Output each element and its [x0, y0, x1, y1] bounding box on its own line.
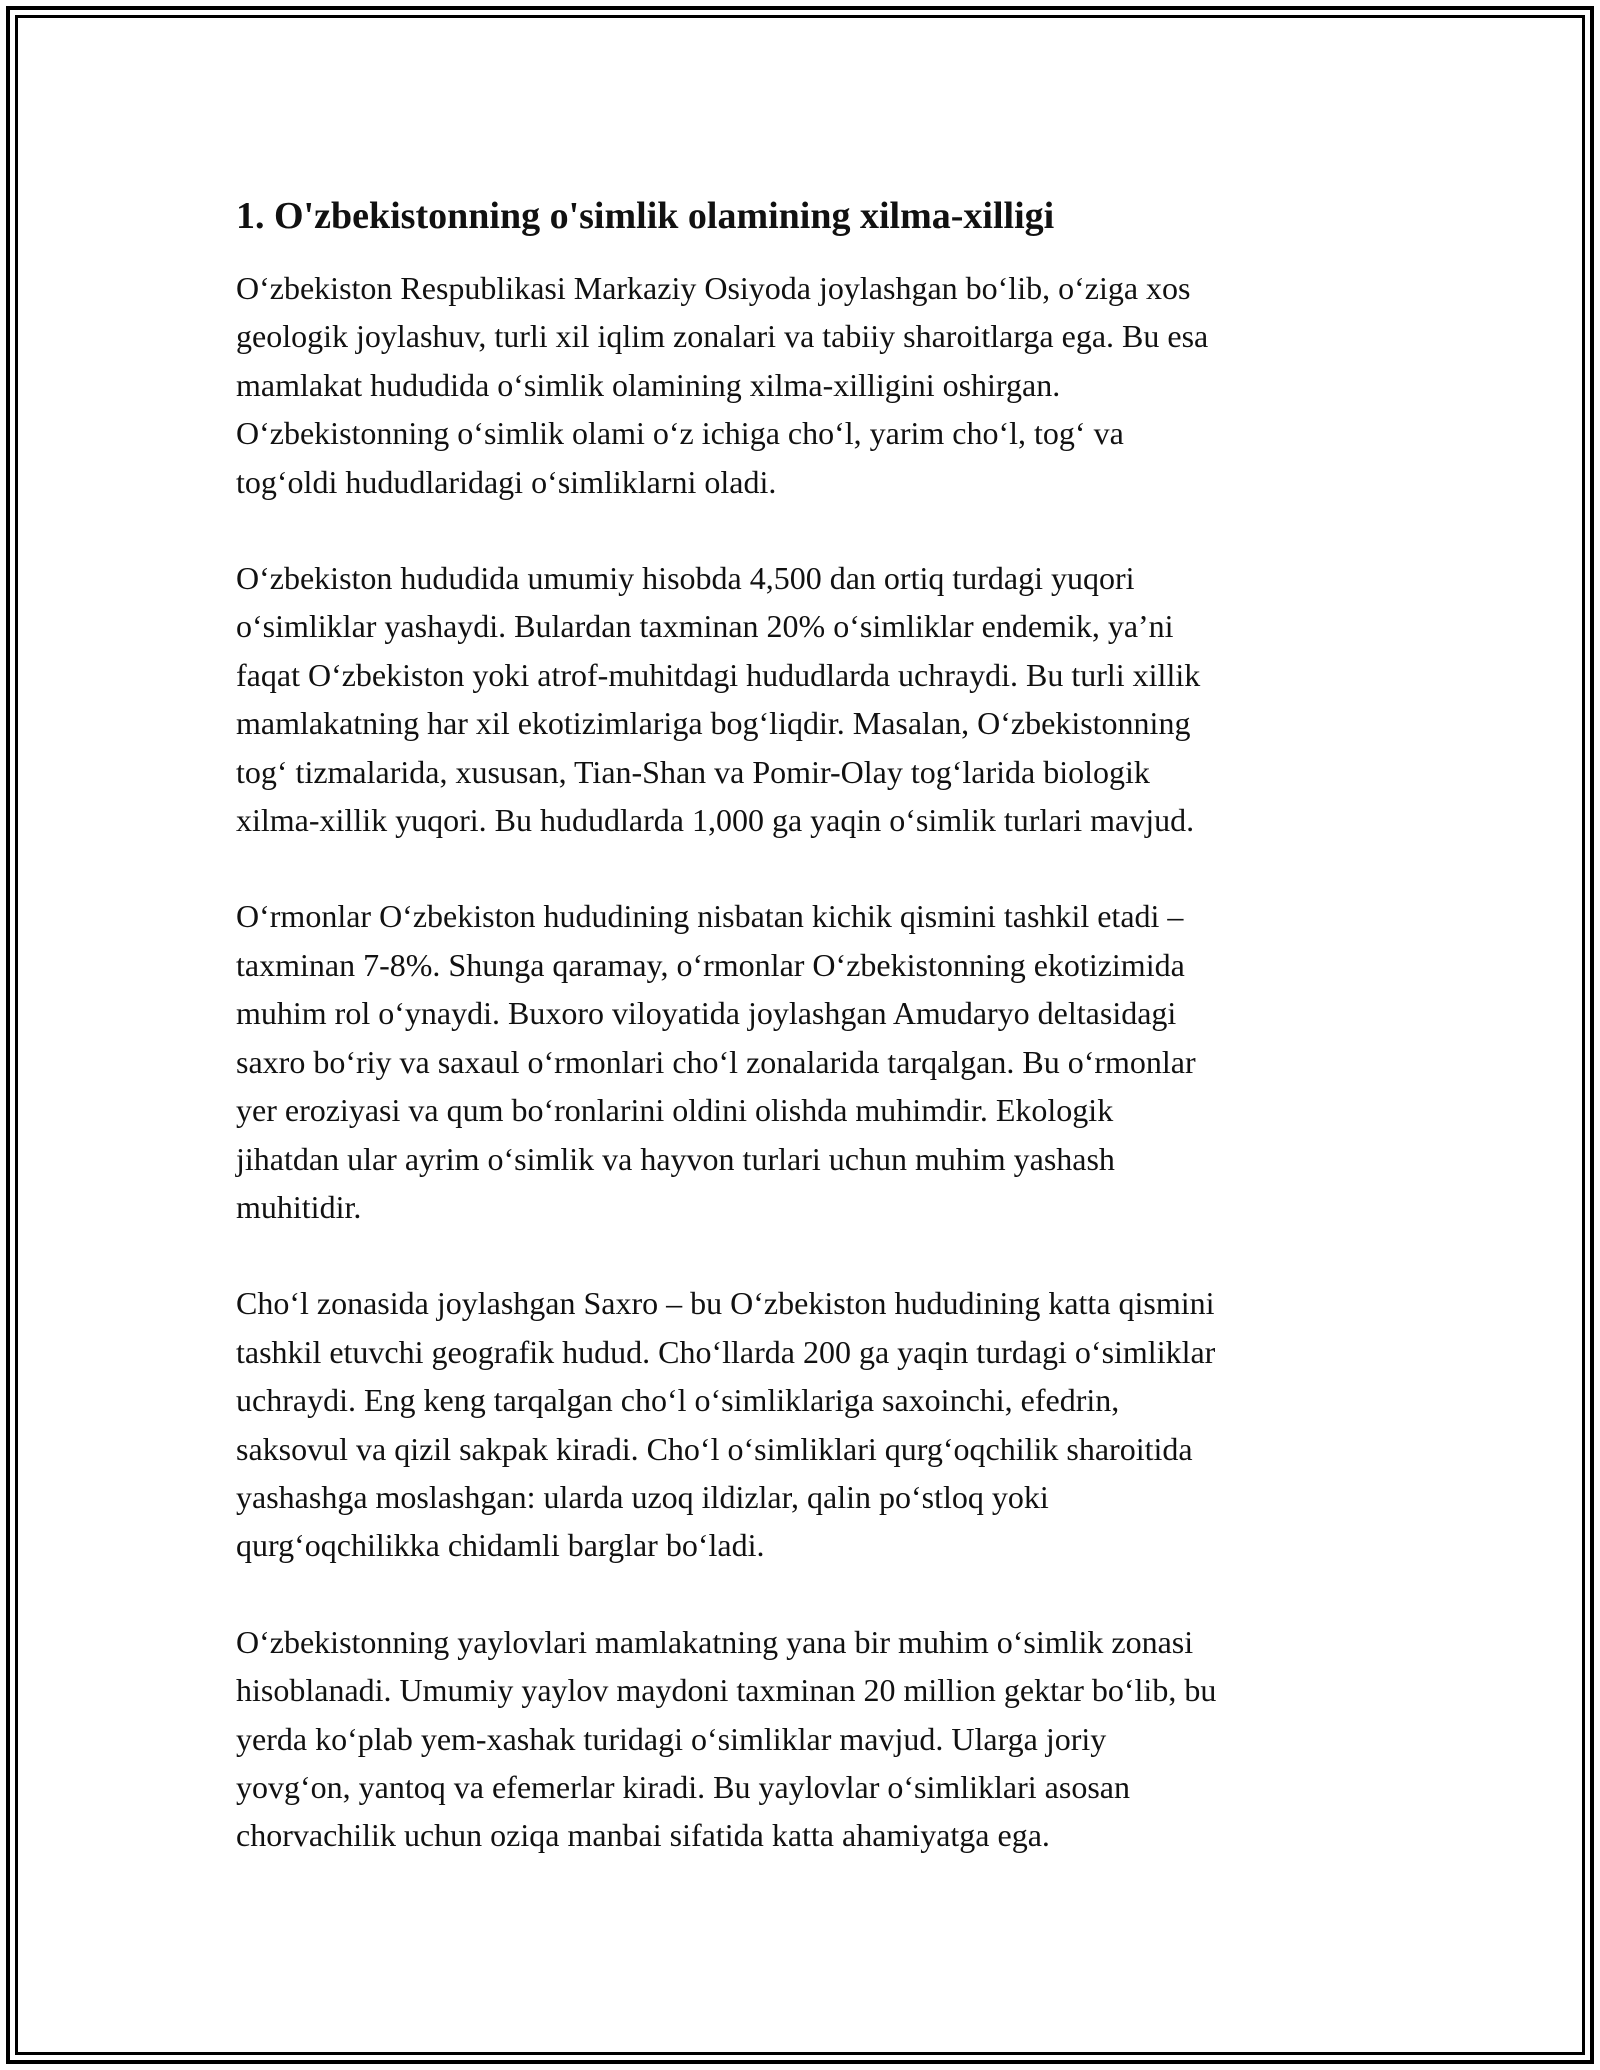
paragraph-1: O‘zbekiston Respublikasi Markaziy Osiyoda joylashgan bo‘lib, o‘ziga xos geologik joylashuv, turli xil iqlim zonalari va tabiiy sharoitlarga ega. Bu esa mamlakat hududida o‘simlik olamining xilma-xilligini oshirgan. O‘zbekistonning o‘simlik olami o‘z ichiga cho‘l, yarim cho‘l, tog‘ va tog‘oldi hududlaridagi o‘simliklarni oladi.: [236, 270, 1209, 500]
paragraph-5: O‘zbekistonning yaylovlari mamlakatning yana bir muhim o‘simlik zonasi hisoblanadi. Umumiy yaylov maydoni taxminan 20 million gektar bo‘lib, bu yerda ko‘plab yem-xashak turidagi o‘simliklar mavjud. Ularga joriy yovg‘on, yantoq va efemerlar kiradi. Bu yaylovlar o‘simliklari asosan chorvachilik uchun oziqa manbai sifatida katta ahamiyatga ega.: [236, 1623, 1217, 1854]
page-title: 1. O'zbekistonning o'simlik olamining xilma-xilligi: [236, 195, 1055, 237]
paragraph-2: O‘zbekiston hududida umumiy hisobda 4,500 dan ortiq turdagi yuqori o‘simliklar yashaydi. Bulardan taxminan 20% o‘simliklar endemik, ya’ni faqat O‘zbekiston yoki atrof-muhitdagi hududlarda uchraydi. Bu turli xillik mamlakatning har xil ekotizimlariga bog‘liqdir. Masalan, O‘zbekistonning tog‘ tizmalarida, xususan, Tian-Shan va Pomir-Olay tog‘larida biologik xilma-xillik yuqori. Bu hududlarda 1,000 ga yaqin o‘simlik turlari mavjud.: [236, 560, 1201, 839]
paragraph-4: Cho‘l zonasida joylashgan Saxro – bu O‘zbekiston hududining katta qismini tashkil etuvchi geografik hudud. Cho‘llarda 200 ga yaqin turdagi o‘simliklar uchraydi. Eng keng tarqalgan cho‘l o‘simliklariga saxoinchi, efedrin, saksovul va qizil sakpak kiradi. Cho‘l o‘simliklari qurg‘oqchilik sharoitida yashashga moslashgan: ularda uzoq ildizlar, qalin po‘stloq yoki qurg‘oqchilikka chidamli barglar bo‘ladi.: [236, 1285, 1216, 1564]
paragraph-3: O‘rmonlar O‘zbekiston hududining nisbatan kichik qismini tashkil etadi – taxminan 7-8%. Shunga qaramay, o‘rmonlar O‘zbekistonning ekotizimida muhim rol o‘ynaydi. Buxoro viloyatida joylashgan Amudaryo deltasidagi saxro bo‘riy va saxaul o‘rmonlari cho‘l zonalarida tarqalgan. Bu o‘rmonlar yer eroziyasi va qum bo‘ronlarini oldini olishda muhimdir. Ekologik jihatdan ular ayrim o‘simlik va hayvon turlari uchun muhim yashash muhitidir.: [236, 898, 1196, 1225]
document-body: [236, 188, 1376, 1908]
